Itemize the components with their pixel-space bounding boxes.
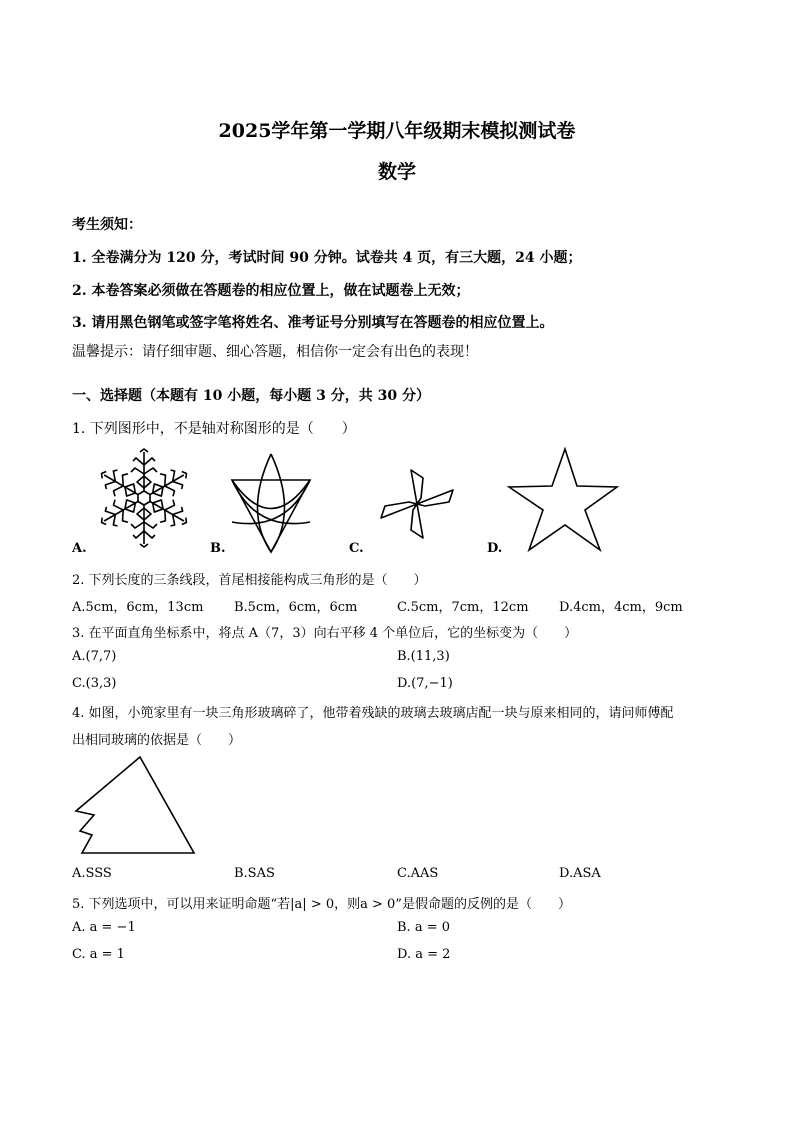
section-heading: 一、选择题（本题有 10 小题，每小题 3 分，共 30 分） xyxy=(72,388,430,404)
question-1-stem: 1. 下列图形中，不是轴对称图形的是（ ） xyxy=(72,421,356,437)
q2-option-d: D.4cm，4cm，9cm xyxy=(559,600,683,615)
broken-glass-figure xyxy=(72,755,197,855)
star-figure xyxy=(505,446,620,554)
q2-option-b: B.5cm，6cm，6cm xyxy=(234,600,358,615)
question-2-stem: 2. 下列长度的三条线段，首尾相接能构成三角形的是（ ） xyxy=(72,573,427,588)
q3-option-c: C.(3,3) xyxy=(72,676,117,691)
q1-option-d: D. xyxy=(487,541,503,556)
notice-tip: 温馨提示：请仔细审题、细心答题，相信你一定会有出色的表现！ xyxy=(72,344,478,360)
snowflake-figure xyxy=(96,448,192,548)
q5-option-c: C. a = 1 xyxy=(72,947,125,962)
pinwheel-figure xyxy=(372,464,462,544)
q4-option-a: A.SSS xyxy=(72,866,112,881)
q4-option-b: B.SAS xyxy=(234,866,275,881)
q5-option-d: D. a = 2 xyxy=(397,947,451,962)
q1-option-c: C. xyxy=(349,541,364,556)
notice-heading: 考生须知： xyxy=(72,217,142,233)
triangle-arcs-figure xyxy=(226,452,316,554)
q2-option-a: A.5cm，6cm，13cm xyxy=(72,600,204,615)
q3-option-b: B.(11,3) xyxy=(397,649,450,664)
exam-title: 2025学年第一学期八年级期末模拟测试卷 xyxy=(218,120,576,142)
q3-option-d: D.(7,−1) xyxy=(397,676,453,691)
notice-item-1: 1. 全卷满分为 120 分，考试时间 90 分钟。试卷共 4 页，有三大题，24 小题； xyxy=(72,250,582,266)
q2-option-c: C.5cm，7cm，12cm xyxy=(397,600,529,615)
q4-option-d: D.ASA xyxy=(559,866,601,881)
question-3-stem: 3. 在平面直角坐标系中，将点 A（7，3）向右平移 4 个单位后，它的坐标变为（ ） xyxy=(72,626,578,641)
question-4-stem-cont: 出相同玻璃的依据是（ ） xyxy=(72,733,242,748)
q4-option-c: C.AAS xyxy=(397,866,439,881)
q1-option-a: A. xyxy=(72,541,87,556)
q1-option-b: B. xyxy=(210,541,226,556)
question-4-stem: 4. 如图，小篼家里有一块三角形玻璃碎了，他带着残缺的玻璃去玻璃店配一块与原来相同的，请问师傅配 xyxy=(72,706,674,721)
question-5-stem: 5. 下列选项中，可以用来证明命题“若|a| > 0，则a > 0”是假命题的反例的是（ ） xyxy=(72,897,571,912)
q3-option-a: A.(7,7) xyxy=(72,649,117,664)
q5-option-a: A. a = −1 xyxy=(72,920,136,935)
subject-title: 数学 xyxy=(377,161,416,183)
notice-item-3: 3. 请用黑色钢笔或签字笔将姓名、准考证号分别填写在答题卷的相应位置上。 xyxy=(72,315,554,331)
q5-option-b: B. a = 0 xyxy=(397,920,450,935)
notice-item-2: 2. 本卷答案必须做在答题卷的相应位置上，做在试题卷上无效； xyxy=(72,283,470,299)
